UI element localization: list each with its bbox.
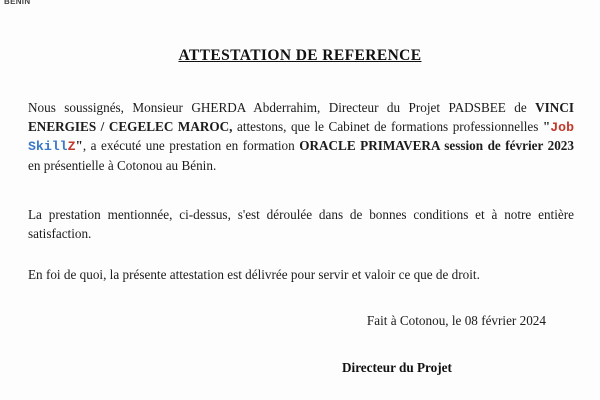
brand-job: Job	[550, 119, 574, 135]
attestation-paragraph	[28, 99, 574, 175]
closing-paragraph: En foi de quoi, la présente attestation est délivrée pour servir et valoir ce que de droit.	[28, 267, 480, 282]
brand-skill: Skill	[28, 139, 68, 154]
ending-text: en présentielle à Cotonou au Bénin.	[28, 157, 217, 173]
intro-text: Nous soussignés, Monsieur GHERDA Abderrahim, Directeur du Projet PADSBEE de	[28, 100, 536, 115]
signer-title: Directeur du Projet	[342, 360, 452, 375]
header-corner-text: BENIN	[4, 0, 31, 6]
middle-text: attestons, que le Cabinet de formations professionnelles	[232, 118, 543, 134]
course-name: ORACLE PRIMAVERA session de février 2023	[299, 138, 574, 153]
document-title: ATTESTATION DE REFERENCE	[178, 47, 422, 64]
brand-quote-close: "	[75, 138, 83, 153]
place-and-date: Fait à Cotonou, le 08 février 2024	[366, 313, 546, 328]
after-brand-text: , a exécuté une prestation en formation	[82, 138, 300, 153]
brand-quote-open: "	[542, 118, 551, 134]
satisfaction-paragraph: La prestation mentionnée, ci-dessus, s'est déroulée dans de bonnes conditions et à notre entière satisfaction.	[28, 207, 574, 241]
brand-z: Z	[67, 139, 76, 154]
company-name: VINCI ENERGIES / CEGELEC MAROC,	[28, 100, 574, 134]
